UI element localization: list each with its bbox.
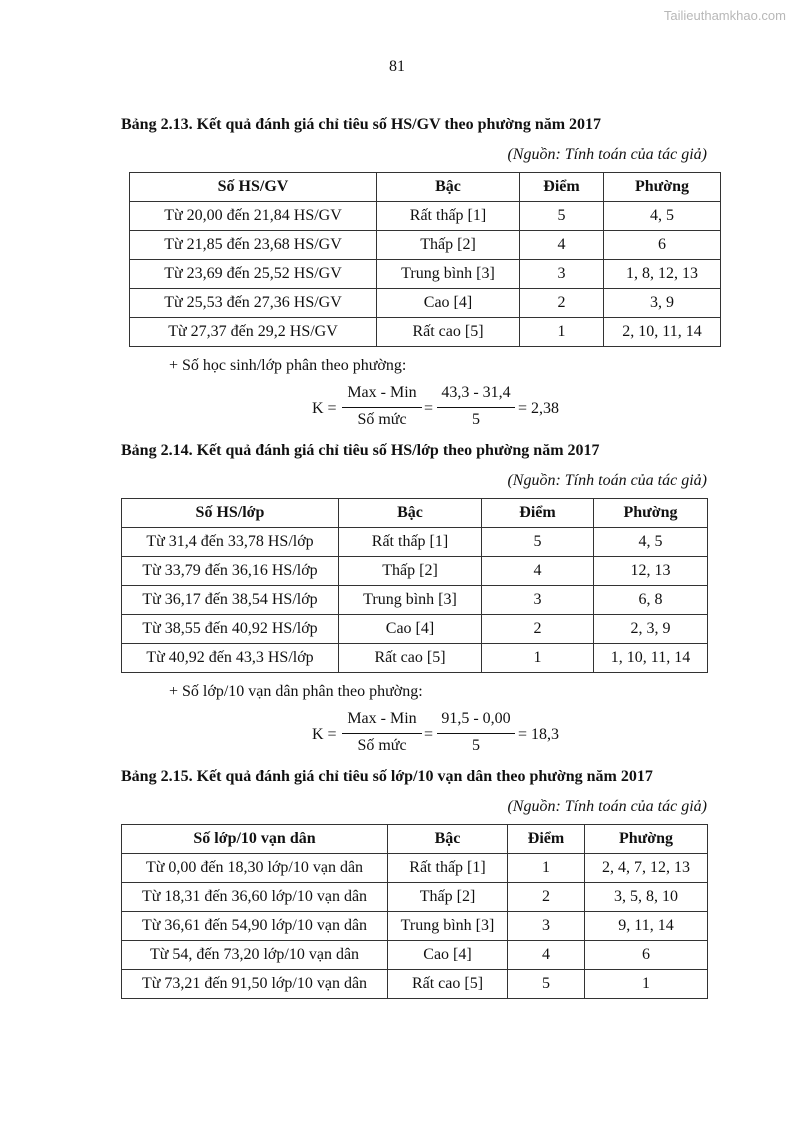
table-cell: Cao [4]	[388, 941, 508, 970]
table-cell: 4	[520, 231, 604, 260]
table-cell: Cao [4]	[377, 289, 520, 318]
table-title: Bảng 2.15. Kết quả đánh giá chỉ tiêu số lớp/10 vạn dân theo phường năm 2017	[121, 768, 653, 785]
table-header-row	[122, 499, 708, 528]
fraction	[342, 384, 422, 434]
table-cell: Rất thấp [1]	[339, 528, 482, 557]
table-cell: Từ 40,92 đến 43,3 HS/lớp	[122, 644, 339, 673]
table-row	[122, 883, 708, 912]
table-cell: Trung bình [3]	[377, 260, 520, 289]
header-cell: Phường	[604, 173, 721, 202]
table-cell: Từ 38,55 đến 40,92 HS/lớp	[122, 615, 339, 644]
table-cell: Từ 25,53 đến 27,36 HS/GV	[130, 289, 377, 318]
page-number: 81	[389, 58, 405, 75]
table-row	[130, 260, 721, 289]
table-row	[122, 586, 708, 615]
fraction	[342, 710, 422, 760]
table-cell: Từ 23,69 đến 25,52 HS/GV	[130, 260, 377, 289]
note-text: + Số học sinh/lớp phân theo phường:	[169, 357, 407, 374]
table-cell: Rất cao [5]	[377, 318, 520, 347]
header-cell: Điểm	[520, 173, 604, 202]
fraction-denominator: 5	[472, 411, 480, 428]
table-cell: 12, 13	[594, 557, 708, 586]
table-cell: 1	[508, 854, 585, 883]
table-cell: Từ 36,61 đến 54,90 lớp/10 vạn dân	[122, 912, 388, 941]
table-cell: Rất thấp [1]	[377, 202, 520, 231]
table-cell: Thấp [2]	[388, 883, 508, 912]
header-cell: Điểm	[508, 825, 585, 854]
header-cell: Bậc	[388, 825, 508, 854]
table-cell: 3, 5, 8, 10	[585, 883, 708, 912]
table-row	[122, 941, 708, 970]
header-cell: Số HS/GV	[130, 173, 377, 202]
watermark: Tailieuthamkhao.com	[663, 8, 786, 23]
formula-result: = 2,38	[518, 400, 560, 417]
table-row	[130, 231, 721, 260]
formula-result: = 18,3	[518, 726, 560, 743]
table-hs-lop	[121, 498, 708, 673]
table-cell: Từ 18,31 đến 36,60 lớp/10 vạn dân	[122, 883, 388, 912]
table-cell: Từ 31,4 đến 33,78 HS/lớp	[122, 528, 339, 557]
header-cell: Số lớp/10 vạn dân	[122, 825, 388, 854]
fraction	[437, 710, 515, 760]
table-cell: 4	[508, 941, 585, 970]
table-cell: 3, 9	[604, 289, 721, 318]
table-lop-van-dan	[121, 824, 708, 999]
table-cell: 4, 5	[594, 528, 708, 557]
table-cell: Thấp [2]	[339, 557, 482, 586]
table-cell: 5	[508, 970, 585, 999]
fraction-bar	[437, 407, 515, 408]
table-cell: Rất thấp [1]	[388, 854, 508, 883]
table-cell: 6, 8	[594, 586, 708, 615]
header-cell: Phường	[585, 825, 708, 854]
table-source: (Nguồn: Tính toán của tác giả)	[507, 472, 707, 489]
fraction-bar	[437, 733, 515, 734]
table-cell: Từ 54, đến 73,20 lớp/10 vạn dân	[122, 941, 388, 970]
table-cell: 1	[482, 644, 594, 673]
table-source: (Nguồn: Tính toán của tác giả)	[507, 798, 707, 815]
table-cell: Rất cao [5]	[388, 970, 508, 999]
table-cell: 2, 3, 9	[594, 615, 708, 644]
table-cell: Rất cao [5]	[339, 644, 482, 673]
table-cell: Trung bình [3]	[388, 912, 508, 941]
table-cell: 3	[482, 586, 594, 615]
table-cell: Thấp [2]	[377, 231, 520, 260]
table-header-row	[130, 173, 721, 202]
table-cell: 6	[604, 231, 721, 260]
table-cell: Từ 73,21 đến 91,50 lớp/10 vạn dân	[122, 970, 388, 999]
fraction-numerator: Max - Min	[347, 384, 417, 401]
fraction	[437, 384, 515, 434]
fraction-denominator: 5	[472, 737, 480, 754]
table-cell: Từ 27,37 đến 29,2 HS/GV	[130, 318, 377, 347]
table-title: Bảng 2.13. Kết quả đánh giá chỉ tiêu số HS/GV theo phường năm 2017	[121, 116, 602, 133]
table-cell: 1, 8, 12, 13	[604, 260, 721, 289]
header-cell: Điểm	[482, 499, 594, 528]
table-row	[130, 202, 721, 231]
table-cell: 3	[520, 260, 604, 289]
table-cell: Từ 0,00 đến 18,30 lớp/10 vạn dân	[122, 854, 388, 883]
table-cell: 9, 11, 14	[585, 912, 708, 941]
table-cell: 2	[520, 289, 604, 318]
table-cell: 5	[520, 202, 604, 231]
fraction-bar	[342, 733, 422, 734]
table-cell: 2	[482, 615, 594, 644]
table-cell: 2, 4, 7, 12, 13	[585, 854, 708, 883]
table-cell: Cao [4]	[339, 615, 482, 644]
table-row	[122, 528, 708, 557]
fraction-numerator: 91,5 - 0,00	[441, 710, 511, 727]
fraction-numerator: 43,3 - 31,4	[441, 384, 511, 401]
table-cell: Từ 36,17 đến 38,54 HS/lớp	[122, 586, 339, 615]
table-cell: 6	[585, 941, 708, 970]
formula-equals: =	[424, 726, 434, 743]
fraction-numerator: Max - Min	[347, 710, 417, 727]
table-hs-gv	[129, 172, 721, 347]
table-row	[130, 289, 721, 318]
formula	[312, 710, 572, 760]
table-cell: Từ 20,00 đến 21,84 HS/GV	[130, 202, 377, 231]
table-cell: 1, 10, 11, 14	[594, 644, 708, 673]
table-row	[122, 644, 708, 673]
header-cell: Số HS/lớp	[122, 499, 339, 528]
table-row	[122, 615, 708, 644]
table-row	[122, 970, 708, 999]
formula-equals: =	[424, 400, 434, 417]
formula-lhs: K =	[312, 726, 337, 743]
formula-lhs: K =	[312, 400, 337, 417]
table-cell: 1	[585, 970, 708, 999]
table-cell: 5	[482, 528, 594, 557]
table-row	[122, 557, 708, 586]
table-cell: 2, 10, 11, 14	[604, 318, 721, 347]
table-cell: 4, 5	[604, 202, 721, 231]
fraction-denominator: Số mức	[357, 737, 407, 754]
table-row	[122, 854, 708, 883]
table-title: Bảng 2.14. Kết quả đánh giá chỉ tiêu số HS/lớp theo phường năm 2017	[121, 442, 600, 459]
table-row	[130, 318, 721, 347]
header-cell: Phường	[594, 499, 708, 528]
formula	[312, 384, 572, 434]
table-cell: 3	[508, 912, 585, 941]
table-cell: Từ 33,79 đến 36,16 HS/lớp	[122, 557, 339, 586]
note-text: + Số lớp/10 vạn dân phân theo phường:	[169, 683, 423, 700]
fraction-denominator: Số mức	[357, 411, 407, 428]
table-row	[122, 912, 708, 941]
table-cell: Từ 21,85 đến 23,68 HS/GV	[130, 231, 377, 260]
fraction-bar	[342, 407, 422, 408]
table-cell: 2	[508, 883, 585, 912]
table-cell: 1	[520, 318, 604, 347]
table-cell: 4	[482, 557, 594, 586]
header-cell: Bậc	[339, 499, 482, 528]
table-cell: Trung bình [3]	[339, 586, 482, 615]
table-source: (Nguồn: Tính toán của tác giả)	[507, 146, 707, 163]
header-cell: Bậc	[377, 173, 520, 202]
table-header-row	[122, 825, 708, 854]
